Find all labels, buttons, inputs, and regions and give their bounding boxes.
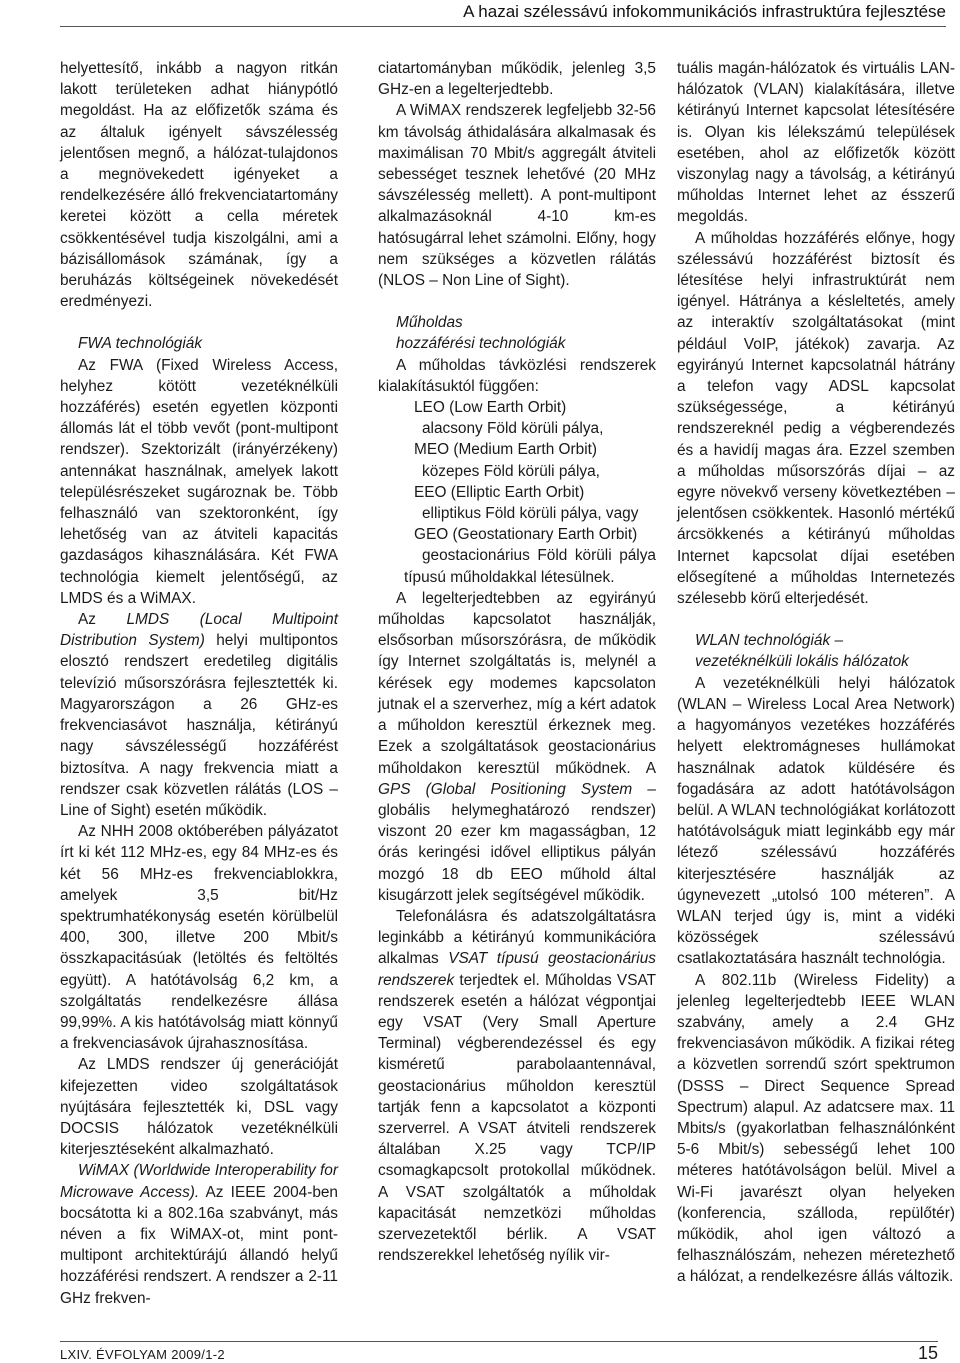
term-gps: GPS (Global Positioning System [378,780,633,798]
term-lmds: LMDS (Local Multipoint Distribution System) [60,611,338,650]
orbit-name: EEO (Elliptic Earth Orbit) [414,483,585,501]
orbit-desc: közepes Föld körüli pálya, [422,462,600,480]
paragraph: A 802.11b (Wireless Fidelity) a jelenleg legelterjedtebb IEEE WLAN szabvány, amely a 2.4 GHz frekvenciasávon működik. A fizikai réteg a közvetlen sorrendű szórt spektrumon (DSSS – Direct Sequence Spread Spectrum) alapul. Az adatcsere max. 11 Mbits/s (gyakorlatban felhasználónként 5-6 Mbit/s) sebességű lehet 100 méteres hatótávolságon belül. Mivel a Wi-Fi javarészt olyan helyeken (konferencia, szálloda, repülőtér) működik, ahol igen változó a felhasználószám, nehezen méretezhető a hálózat, a rendelkezésre állás változik. [677,971,955,1286]
paragraph: helyettesítő, inkább a nagyon ritkán lakott területeken adhat hiánypótló megoldást. Ha az előfizetők száma és az általuk igényelt sávszélesség jelentősen megnő, a hálózat-tulajdonos a megnövekedett igényeket a rendelkezésére álló frekvenciatartomány keretei között a cella méretek csökkentésével tudja kiszolgálni, ami a bázisállomások számának, így a beruházás költségeinek növekedését eredményezi. [60,60,338,311]
issue-label: LXIV. ÉVFOLYAM 2009/1-2 [60,1347,225,1362]
paragraph: Az FWA (Fixed Wireless Access, helyhez kötött vezetéknélküli hozzáférés) esetén egyetlen központi állomás lát el több vevőt (pont-multipont rendszer). Szektorizált (irányérzékeny) antennákat használnak, amelyek lakott településrészeket sugároznak be. Több felhasználó van szektoronként, így lehetőség van az átviteli kapacitás gazdaságos kihasználására. Két FWA technológia kiemelt jelentőségű, az LMDS és a WiMAX. [60,356,338,607]
paragraph: Az NHH 2008 októberében pályázatot írt ki két 112 MHz-es, egy 84 MHz-es és két 56 MHz-es frekvenciablokkra, amelyek 3,5 bit/Hz spektrumhatékonyság esetén körülbelül 400, 300, illetve 200 Mbit/s összkapacitásúak (letöltés és feltöltés együtt). A hatótávolság 6,2 km, a szolgáltatás rendelkezésre állása 99,99%. A kis hatótávolság miatt könnyű a frekvenciasávok újrahasznosítása. [60,823,338,1053]
orbit-name: MEO (Medium Earth Orbit) [414,441,598,459]
orbit-desc: geostacionárius Föld körüli pálya típusú műholdakkal létesülnek. [404,547,656,586]
header-rule [60,26,946,27]
paragraph: tuális magán-hálózatok és virtuális LAN-hálózatok (VLAN) kialakítására, illetve kétirányú Internet kapcsolat létesítésére is. Olyan kis lélekszámú települések esetében, ahol az előfizetők között viszonylag nagy a távolság, a kétirányú műholdas Internet lehet az ésszerű megoldás. [677,60,955,226]
section-heading-satellite-2: hozzáférési technológiák [396,335,566,353]
page-number: 15 [917,1343,938,1363]
orbit-name: LEO (Low Earth Orbit) [414,399,567,417]
footer-rule [60,1341,938,1342]
paragraph: A műholdas hozzáférés előnye, hogy szélessávú hozzáférést biztosít és létesítése helyi infrastruktúrát nem igényel. Hátránya a késleltetés, amely az interaktív szolgáltatásokat (mint például VoIP, játékok) zavarja. Az egyirányú Internet kapcsolatnál hátrány a telefon vagy ADSL kapcsolat szükségessége, a kétirányú rendszereknél pedig a végberendezés és a havidíj magas ára. Ezzel szemben a műholdas műsorszórás díjai – az egyre növekvő verseny következtében – jelentősen csökkentek. Hasonló mértékű árcsökkenés a kétirányú műholdas Internet kapcsolat díjai esetében elősegítené a műholdas Internetezés szélesebb körű elterjedését. [677,229,955,608]
paragraph: ciatartományban működik, jelenleg 3,5 GHz-en a legelterjedtebb. [378,60,656,99]
paragraph: A legelterjedtebben az egyirányú műholdas kapcsolatot használják, elsősorban műsorszórásra, de működik így Internet szolgáltatás is, melynél a kérések egy modemes kapcsolaton jutnak el a szerverhez, míg a kért adatok a műholdon keresztül érkeznek meg. Ezek a szolgáltatások geostacionárius műholdakon keresztül működnek. A GPS (Global Positioning System – globális helymeghatározó rendszer) viszont 20 ezer km magasságban, 12 órás keringési idővel elliptikus pályán mozgó 18 db EEO műhold által kisugárzott jelek segítségével működik. [378,589,656,904]
paragraph: Az LMDS (Local Multipoint Distribution System) helyi multipontos elosztó rendszert eredetileg digitális televízió műsorszórásra fejlesztették ki. Magyarországon a 26 GHz-es frekvenciasávot használja, kétirányú nagy sávszélességű hozzáférést biztosítva. A nagy frekvencia miatt a rendszer csak közvetlen rálátás (LOS – Line of Sight) esetén működik. [60,611,338,819]
column-3 [677,58,955,1288]
term-vsat: VSAT típusú geostacionárius rendszerek [378,950,656,989]
column-2 [378,58,656,1266]
paragraph: A vezetéknélküli helyi hálózatok (WLAN – Wireless Local Area Network) a hagyományos vezetékes hozzáférés helyett elektromágneses hullámokat használnak adatok küldésére és fogadására az adott hatótávolságon belül. A WLAN technológiákat korlátozott hatótávolságuk miatt leginkább egy már létező szélessávú hozzáférés kiterjesztésére használják az úgynevezett „utolsó 100 méteren”. A WLAN terjed úgy is, mint a vidéki közösségek szélessávú csatlakoztatására használt technológia. [677,674,955,968]
orbit-desc: alacsony Föld körüli pálya, [422,420,604,438]
section-heading-wlan-2: vezetéknélküli lokális hálózatok [695,653,909,671]
orbit-name: GEO (Geostationary Earth Orbit) [414,526,638,544]
paragraph: Telefonálásra és adatszolgáltatásra leginkább a kétirányú kommunikációra alkalmas VSAT típusú geostacionárius rendszerek terjedtek el. Műholdas VSAT rendszerek esetén a hálózat végpontjai egy VSAT (Very Small Aperture Terminal) végberendezéssel és egy kisméretű parabolaantennával, geostacionárius műholdon keresztül tartják fenn a kapcsolatot a központi szerverrel. A VSAT átviteli rendszerek általában X.25 vagy TCP/IP csomagkapcsolt protokollal működnek. A VSAT szolgáltatók a műholdak kapacitását nemzetközi műholdas szervezetektől bérlik. A VSAT rendszerekkel lehetőség nyílik vir- [378,907,656,1265]
paragraph: Az LMDS rendszer új generációját kifejezetten video szolgáltatások nyújtására fejlesztették ki, DSL vagy DOCSIS hálózatok vezetéknélküli kiterjesztéseként alkalmazható. [60,1056,338,1159]
paragraph: A műholdas távközlési rendszerek kialakításuktól függően: [378,356,656,395]
paragraph: A WiMAX rendszerek legfeljebb 32-56 km távolság áthidalására alkalmasak és maximálisan 70 Mbit/s aggregált átviteli sebességet tesznek lehetővé (20 MHz sávszélesség mellett). A pont-multipont alkalmazásoknál 4-10 km-es hatósugárral lehet számolni. Előny, hogy nem szükséges a közvetlen rálátás (NLOS – Non Line of Sight). [378,102,656,290]
term-wimax: WiMAX (Worldwide Interoperability for Microwave Access). [60,1162,338,1201]
section-heading-fwa: FWA technológiák [78,335,203,353]
orbit-desc: elliptikus Föld körüli pálya, vagy [422,505,639,523]
running-header: A hazai szélessávú infokommunikációs infrastruktúra fejlesztése [463,2,946,21]
paragraph: WiMAX (Worldwide Interoperability for Microwave Access). Az IEEE 2004-ben bocsátotta ki a 802.16a szabványt, más néven a fix WiMAX-ot, mint pont-multipont architektúrájú állandó helyű hozzáférési rendszert. A rendszer a 2-11 GHz frekven- [60,1162,338,1307]
column-1 [60,58,338,1309]
section-heading-satellite: Műholdas [396,314,463,332]
section-heading-wlan: WLAN technológiák – [695,632,843,650]
